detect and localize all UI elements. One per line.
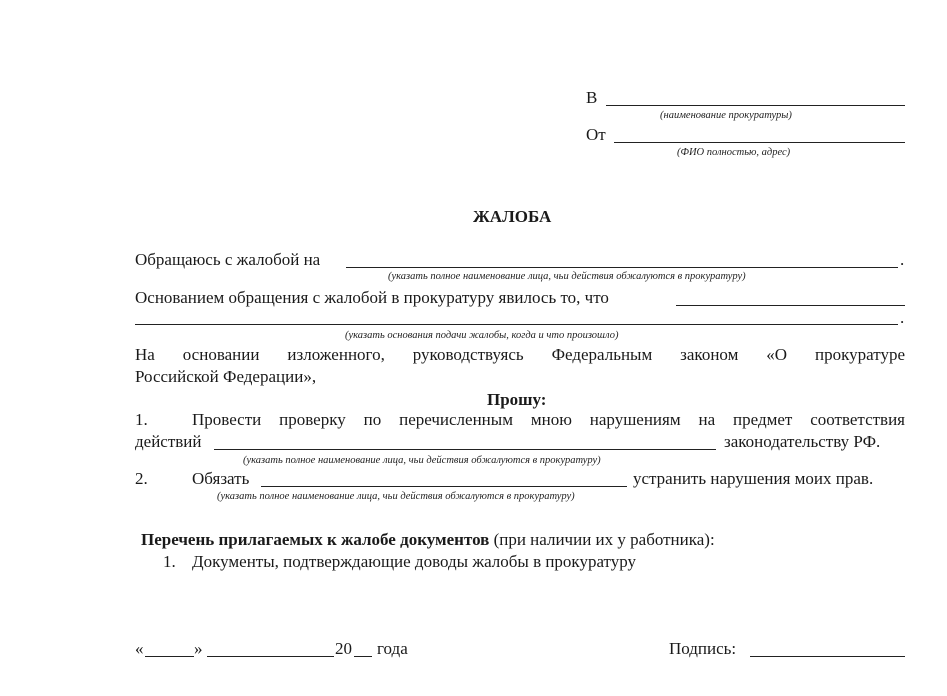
date-month-field[interactable] — [207, 656, 334, 657]
complaint-hint: (указать полное наименование лица, чьи действия обжалуются в прокуратуру) — [388, 271, 746, 282]
document-title: ЖАЛОБА — [473, 207, 552, 226]
basis-field-2[interactable] — [135, 324, 898, 325]
request-item-1-hint: (указать полное наименование лица, чьи действия обжалуются в прокуратуру) — [243, 455, 601, 466]
date-day-field[interactable] — [145, 656, 194, 657]
request-item-1-number: 1. — [135, 410, 148, 429]
complaint-end: . — [900, 250, 905, 269]
signature-field[interactable] — [750, 656, 905, 657]
date-year-prefix: 20 — [335, 639, 352, 658]
basis-hint: (указать основания подачи жалобы, когда и что произошло) — [345, 330, 619, 341]
to-prefix: В — [586, 88, 598, 107]
from-field[interactable] — [614, 142, 905, 143]
signature-label: Подпись: — [669, 639, 737, 658]
law-line-2: Российской Федерации», — [135, 367, 317, 386]
basis-text: Основанием обращения с жалобой в прокуратуру явилось то, что — [135, 288, 609, 307]
request-item-1-field[interactable] — [214, 449, 716, 450]
request-heading: Прошу: — [487, 390, 547, 409]
request-item-2-field[interactable] — [261, 486, 627, 487]
complaint-target-field[interactable] — [346, 267, 898, 268]
date-quote-close: » — [194, 639, 203, 658]
request-item-2-prefix: Обязать — [192, 469, 250, 488]
to-field[interactable] — [606, 105, 905, 106]
attachment-item-text: Документы, подтверждающие доводы жалобы в прокуратуру — [192, 552, 637, 571]
basis-field-1[interactable] — [676, 305, 905, 306]
basis-end: . — [900, 308, 905, 327]
complaint-prefix: Обращаюсь с жалобой на — [135, 250, 321, 269]
attachments-heading-rest: (при наличии их у работника): — [489, 530, 715, 549]
date-year-field[interactable] — [354, 656, 372, 657]
date-quote-open: « — [135, 639, 144, 658]
to-hint: (наименование прокуратуры) — [660, 110, 792, 121]
request-item-1-suffix: законодательству РФ. — [724, 432, 881, 451]
request-item-1-line-1: Провести проверку по перечисленным мною нарушениям на предмет соответствия — [192, 410, 905, 429]
request-item-2-suffix: устранить нарушения моих прав. — [633, 469, 874, 488]
request-item-2-number: 2. — [135, 469, 148, 488]
from-hint: (ФИО полностью, адрес) — [677, 147, 791, 158]
request-item-1-prefix: действий — [135, 432, 202, 451]
attachments-heading-bold: Перечень прилагаемых к жалобе документов — [141, 530, 490, 549]
law-line-1: На основании изложенного, руководствуясь Федеральным законом «О прокуратуре — [135, 345, 905, 364]
attachments-heading — [141, 530, 715, 550]
attachment-item-number: 1. — [163, 552, 176, 571]
request-item-2-hint: (указать полное наименование лица, чьи действия обжалуются в прокуратуру) — [217, 491, 575, 502]
date-year-suffix: года — [377, 639, 408, 658]
from-prefix: От — [586, 125, 606, 144]
